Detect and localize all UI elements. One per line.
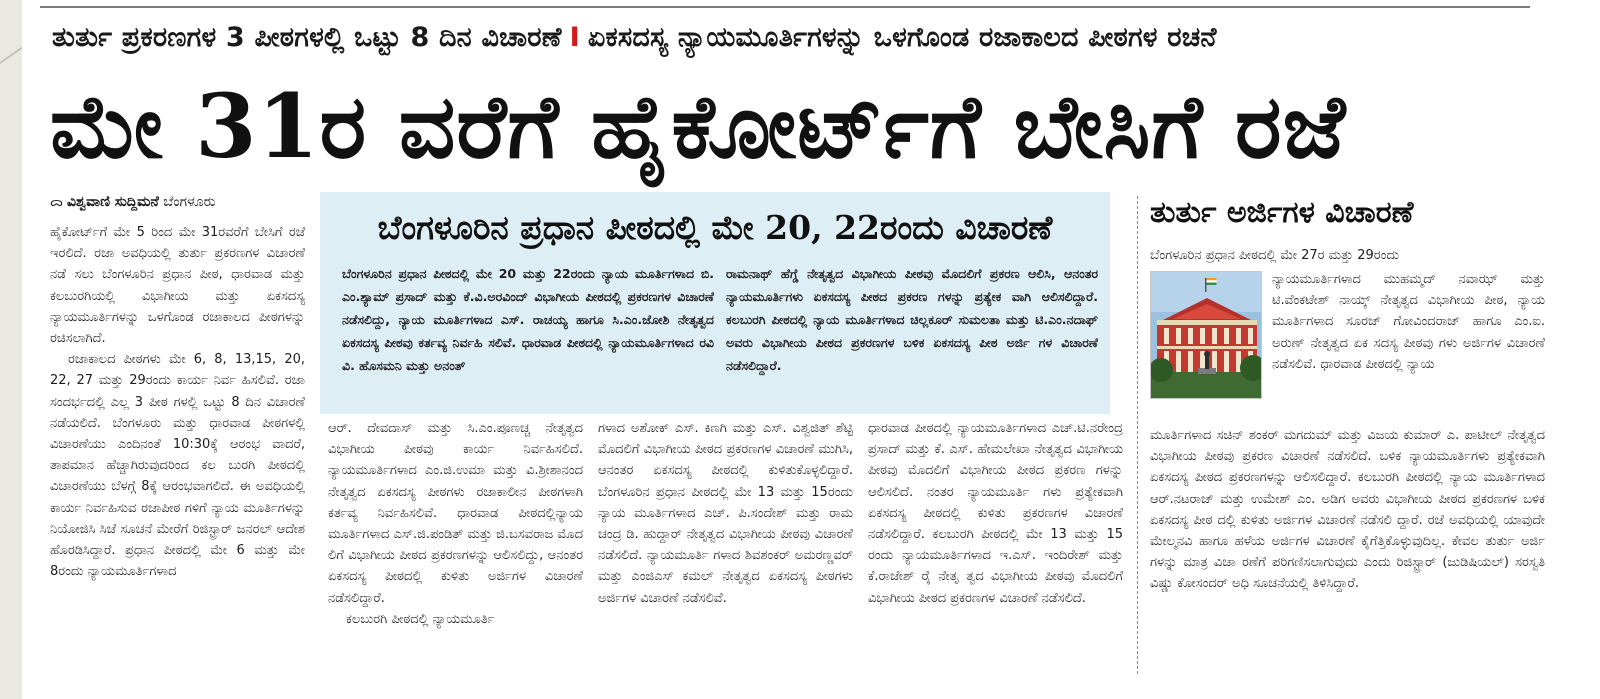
col2-paragraph-2: ಕಲಬುರಗಿ ಪೀಠದಲ್ಲಿ ನ್ಯಾಯಮೂರ್ತಿ	[346, 611, 495, 627]
highlight-box-text-right: ರಾಮನಾಥ್ ಹೆಗ್ಡೆ ನೇತೃತ್ವದ ವಿಭಾಗೀಯ ಪೀಠವು ಮೊದಲಿಗೆ ಪ್ರಕರಣ ಆಲಿಸಿ, ಆನಂತರ ನ್ಯಾಯಮೂರ್ತಿಗಳು ಏಕಸದಸ್ಯ ಪೀಠದ ಪ್ರಕರಣ ಗಳನ್ನು ಪ್ರತ್ಯೇಕ ವಾಗಿ ಆಲಿಸಲಿದ್ದಾರೆ. ಕಲಬುರಗಿ ಪೀಠದಲ್ಲಿ ನ್ಯಾಯ ಮೂರ್ತಿಗಳಾದ ಚಿಲ್ಲಕೂರ್ ಸುಮಲತಾ ಮತ್ತು ಟಿ.ಎಂ.ನದಾಫ್ ಅವರು ವಿಭಾಗೀಯ ಪೀಠದ ಪ್ರಕರಣಗಳ ಬಳಿಕ ಏಕಸದಸ್ಯ ಪೀಠ ಅರ್ಜಿ ಗಳ ವಿಚಾರಣೆ ನಡೆಸಲಿದ್ದಾರೆ.	[726, 266, 1098, 373]
col2-paragraph-1: ಆರ್. ದೇವದಾಸ್ ಮತ್ತು ಸಿ.ಎಂ.ಪೂಣಚ್ಚ ನೇತೃತ್ವದ ವಿಭಾಗೀಯ ಪೀಠವು ಕಾರ್ಯ ನಿರ್ವಹಿಸಲಿದೆ. ನ್ಯಾಯಮೂರ್ತಿಗಳಾದ ಎಂ.ಜಿ.ಉಮಾ ಮತ್ತು ವಿ.ಶ್ರೀಶಾನಂದ ನೇತೃತ್ವದ ಏಕಸದಸ್ಯ ಪೀಠಗಳು ರಜಾಕಾಲೀನ ಪೀಠಗಳಾಗಿ ಕರ್ತವ್ಯ ನಿರ್ವಹಿಸಲಿವೆ. ಧಾರವಾಡ ಪೀಠದಲ್ಲಿನ್ಯಾಯ ಮೂರ್ತಿಗಳಾದ ಎಸ್.ಜಿ.ಪಂಡಿತ್ ಮತ್ತು ಜಿ.ಬಸವರಾಜ ಮೊದ ಲಿಗೆ ವಿಭಾಗೀಯ ಪೀಠದ ಪ್ರಕರಣಗಳನ್ನು ಆಲಿಸಲಿದ್ದು, ಆನಂತರ ಏಕಸದಸ್ಯ ಪೀಠದಲ್ಲಿ ಕುಳಿತು ಅರ್ಜಿಗಳ ವಿಚಾರಣೆ ನಡೆಸಲಿದ್ದಾರೆ.	[328, 421, 583, 606]
col1-paragraph-2: ರಜಾಕಾಲದ ಪೀಠಗಳು ಮೇ 6, 8, 13,15, 20, 22, 27 ಮತ್ತು 29ರಂದು ಕಾರ್ಯ ನಿರ್ವ ಹಿಸಲಿವೆ. ರಜಾ ಸಂದರ್ಭದಲ್ಲಿ ಎಲ್ಲ 3 ಪೀಠ ಗಳಲ್ಲಿ ಒಟ್ಟು 8 ದಿನ ವಿಚಾರಣೆ ನಡೆಯಲಿದೆ. ಬೆಂಗಳೂರು ಮತ್ತು ಧಾರವಾಡ ಪೀಠಗಳಲ್ಲಿ ವಿಚಾರಣೆಯು ಎಂದಿನಂತೆ 10:30ಕ್ಕೆ ಆರಂಭ ವಾದರೆ, ತಾಪಮಾನ ಹೆಚ್ಚಾಗಿರುವುದರಿಂದ ಕಲ ಬುರಗಿ ಪೀಠದಲ್ಲಿ ವಿಚಾರಣೆಯು ಬೆಳಗ್ಗೆ 8ಕ್ಕೆ ಆರಂಭವಾಗಲಿದೆ. ಈ ಅವಧಿಯಲ್ಲಿ ಕಾರ್ಯ ನಿರ್ವಹಿಸುವ ರಜಾಪೀಠ ಗಳಿಗೆ ನ್ಯಾಯ ಮೂರ್ತಿಗಳನ್ನು ನಿಯೋಜಿಸಿ ಸಿಜೆ ಸೂಚನೆ ಮೇರೆಗೆ ರಿಜಿಸ್ಟ್ರಾರ್ ಜನರಲ್ ಆದೇಶ ಹೊರಡಿಸಿದ್ದಾರೆ. ಪ್ರಧಾನ ಪೀಠದಲ್ಲಿ ಮೇ 6 ಮತ್ತು ಮೇ 8ರಂದು ನ್ಯಾಯಮೂರ್ತಿಗಳಾದ	[50, 352, 305, 580]
side-story-body: ಮೂರ್ತಿಗಳಾದ ಸಚಿನ್ ಶಂಕರ್ ಮಗದುಮ್ ಮತ್ತು ವಿಜಯ ಕುಮಾರ್ ಎ. ಪಾಟೀಲ್ ನೇತೃತ್ವದ ವಿಭಾಗೀಯ ಪೀಠವು ಪ್ರಕರಣ ವಿಚಾರಣೆ ನಡೆಸಲಿದೆ. ಬಳಿಕ ನ್ಯಾಯಮೂರ್ತಿಗಳು ಪ್ರತ್ಯೇಕವಾಗಿ ಏಕಸದಸ್ಯ ಪೀಠದ ಪ್ರಕರಣಗಳನ್ನು ಆಲಿಸಲಿದ್ದಾರೆ. ಕಲಬುರಗಿ ಪೀಠದಲ್ಲಿ ನ್ಯಾಯ ಮೂರ್ತಿಗಳಾದ ಆರ್.ನಟರಾಜ್ ಮತ್ತು ಉಮೇಶ್ ಎಂ. ಅಡಿಗ ಅವರು ವಿಭಾಗೀಯ ಪೀಠದ ಪ್ರಕರಣಗಳ ಬಳಿಕ ಏಕಸದಸ್ಯ ಪೀಠ ದಲ್ಲಿ ಕುಳಿತು ಅರ್ಜಿಗಳ ವಿಚಾರಣೆ ನಡೆಸಲಿ ದ್ದಾರೆ. ರಜೆ ಅವಧಿಯಲ್ಲಿ ಯಾವುದೇ ಮೇಲ್ಮನವಿ ಹಾಗೂ ಹಳೆಯ ಅರ್ಜಿಗಳ ವಿಚಾರಣೆ ಕೈಗೆತ್ತಿಕೊಳ್ಳುವುದಿಲ್ಲ. ಕೇವಲ ತುರ್ತು ಅರ್ಜಿ ಗಳನ್ನು ಮಾತ್ರ ವಿಚಾ ರಣೆಗೆ ಪರಿಗಣಿಸಲಾಗುವುದು ಎಂದು ರಿಜಿಸ್ಟ್ರಾರ್ (ಜುಡಿಷಿಯಲ್) ಸರಸ್ವತಿ ವಿಷ್ಣು ಕೋಸಂದರ್ ಅಧಿ ಸೂಚನೆಯಲ್ಲಿ ತಿಳಿಸಿದ್ದಾರೆ.	[1150, 428, 1545, 592]
highlight-box-title: ಬೆಂಗಳೂರಿನ ಪ್ರಧಾನ ಪೀಠದಲ್ಲಿ ಮೇ 20, 22ರಂದು ವಿಚಾರಣೆ	[377, 208, 1053, 247]
page-edge-strip	[0, 0, 22, 699]
byline-logo-icon: ᯅ	[50, 195, 63, 209]
col1-paragraph-1: ಹೈಕೋರ್ಟ್‌ಗೆ ಮೇ 5 ರಿಂದ ಮೇ 31ರವರೆಗೆ ಬೇಸಿಗೆ ರಜೆ ಇರಲಿದೆ. ರಜಾ ಅವಧಿಯಲ್ಲಿ ತುರ್ತು ಪ್ರಕರಣಗಳ ವಿಚಾರಣೆ ನಡೆ ಸಲು ಬೆಂಗಳೂರಿನ ಪ್ರಧಾನ ಪೀಠ, ಧಾರವಾಡ ಮತ್ತು ಕಲಬುರಗಿಯಲ್ಲಿ ವಿಭಾಗೀಯ ಮತ್ತು ಏಕಸದಸ್ಯ ನ್ಯಾಯಮೂರ್ತಿಗಳನ್ನು ಒಳಗೊಂಡ ರಜಾಕಾಲದ ಪೀಠಗಳನ್ನು ರಚಿಸಲಾಗಿದೆ.	[50, 225, 305, 347]
article-column-3	[598, 418, 853, 693]
top-rule	[40, 6, 1530, 8]
col4-paragraph-1: ಧಾರವಾಡ ಪೀಠದಲ್ಲಿ ನ್ಯಾಯಮೂರ್ತಿಗಳಾದ ಎಚ್.ಟಿ.ನರೇಂದ್ರ ಪ್ರಸಾದ್ ಮತ್ತು ಕೆ. ಎಸ್. ಹೇಮಲೇಖಾ ನೇತೃತ್ವದ ವಿಭಾಗೀಯ ಪೀಠವು ಮೊದಲಿಗೆ ವಿಭಾಗೀಯ ಪೀಠದ ಪ್ರಕರಣ ಗಳನ್ನು ಆಲಿಸಲಿದೆ. ನಂತರ ನ್ಯಾಯಮೂರ್ತಿ ಗಳು ಪ್ರತ್ಯೇಕವಾಗಿ ಏಕಸದಸ್ಯ ಪೀಠದಲ್ಲಿ ಕುಳಿತು ಪ್ರಕರಣಗಳ ವಿಚಾರಣೆ ನಡೆಸಲಿದ್ದಾರೆ. ಕಲಬುರಗಿ ಪೀಠದಲ್ಲಿ ಮೇ 13 ಮತ್ತು 15 ರಂದು ನ್ಯಾಯಮೂರ್ತಿಗಳಾದ ಇ.ಎಸ್. ಇಂದಿರೇಶ್ ಮತ್ತು ಕೆ.ರಾಜೇಶ್ ರೈ ನೇತೃ ತ್ವದ ವಿಭಾಗೀಯ ಪೀಠವು ಮೊದಲಿಗೆ ವಿಭಾಗೀಯ ಪೀಠದ ಪ್ರಕರಣಗಳ ವಿಚಾರಣೆ ನಡೆಸಲಿದೆ.	[868, 421, 1123, 606]
kicker	[52, 22, 1542, 58]
side-story-intro: ಬೆಂಗಳೂರಿನ ಪ್ರಧಾನ ಪೀಠದಲ್ಲಿ ಮೇ 27ರ ಮತ್ತು 29ರಂದು	[1150, 248, 1399, 263]
side-story-wrap-text: ನ್ಯಾಯಮೂರ್ತಿಗಳಾದ ಮುಹಮ್ಮದ್ ನವಾಝ್ ಮತ್ತು ಟಿ.ವೆಂಕಟೇಶ್ ನಾಯ್ಕ್ ನೇತೃತ್ವದ ವಿಭಾಗೀಯ ಪೀಠ, ನ್ಯಾಯ ಮೂರ್ತಿಗಳಾದ ಸೂರಜ್ ಗೋವಿಂದರಾಜ್ ಹಾಗೂ ಎಂ.ಐ. ಅರುಣ್ ನೇತೃತ್ವದ ಏಕ ಸದಸ್ಯ ಪೀಠವು ಗಳು ಅರ್ಜಿಗಳ ವಿಚಾರಣೆ ನಡೆಸಲಿವೆ. ಧಾರವಾಡ ಪೀಠದಲ್ಲಿ ನ್ಯಾಯ	[1272, 272, 1545, 372]
kicker-right: ಏಕಸದಸ್ಯ ನ್ಯಾಯಮೂರ್ತಿಗಳನ್ನು ಒಳಗೊಂಡ ರಜಾಕಾಲದ ಪೀಠಗಳ ರಚನೆ	[587, 22, 1217, 53]
high-court-photo	[1150, 271, 1262, 399]
highlight-box-text-left: ಬೆಂಗಳೂರಿನ ಪ್ರಧಾನ ಪೀಠದಲ್ಲಿ ಮೇ 20 ಮತ್ತು 22ರಂದು ನ್ಯಾಯ ಮೂರ್ತಿಗಳಾದ ಬಿ. ಎಂ.ಶ್ಯಾಮ್ ಪ್ರಸಾದ್ ಮತ್ತು ಕೆ.ವಿ.ಅರವಿಂದ್ ವಿಭಾಗೀಯ ಪೀಠದಲ್ಲಿ ಪ್ರಕರಣಗಳ ವಿಚಾರಣೆ ನಡೆಸಲಿದ್ದು, ನ್ಯಾಯ ಮೂರ್ತಿಗಳಾದ ಎಸ್. ರಾಚಯ್ಯ ಹಾಗೂ ಸಿ.ಎಂ.ಜೋಶಿ ನೇತೃತ್ವದ ಏಕಸದಸ್ಯ ಪೀಠವು ಕರ್ತವ್ಯ ನಿರ್ವಹಿ ಸಲಿವೆ. ಧಾರವಾಡ ಪೀಠದಲ್ಲಿ ನ್ಯಾಯಮೂರ್ತಿಗಳಾದ ರವಿ ವಿ. ಹೊಸಮನಿ ಮತ್ತು ಅನಂತ್	[342, 266, 714, 373]
kicker-separator: I	[569, 22, 580, 53]
byline-source: ವಿಶ್ವವಾಣಿ ಸುದ್ದಿಮನೆ	[66, 194, 159, 210]
article-column-1	[50, 222, 305, 692]
col3-paragraph-1: ಗಳಾದ ಅಶೋಕ್ ಎಸ್. ಕಿಣಗಿ ಮತ್ತು ಎಸ್. ವಿಶ್ವಜಿತ್ ಶೆಟ್ಟಿ ಮೊದಲಿಗೆ ವಿಭಾಗೀಯ ಪೀಠದ ಪ್ರಕರಣಗಳ ವಿಚಾರಣೆ ಮುಗಿಸಿ, ಆನಂತರ ಏಕಸದಸ್ಯ ಪೀಠದಲ್ಲಿ ಕುಳಿತುಕೊಳ್ಳಲಿದ್ದಾರೆ. ಬೆಂಗಳೂರಿನ ಪ್ರಧಾನ ಪೀಠದಲ್ಲಿ ಮೇ 13 ಮತ್ತು 15ರಂದು ನ್ಯಾಯ ಮೂರ್ತಿಗಳಾದ ಎಚ್. ಪಿ.ಸಂದೇಶ್ ಮತ್ತು ರಾಮ ಚಂದ್ರ ಡಿ. ಹುದ್ದಾರ್ ನೇತೃತ್ವದ ವಿಭಾಗೀಯ ಪೀಠವು ವಿಚಾರಣೆ ನಡೆಸಲಿದೆ. ನ್ಯಾಯಮೂರ್ತಿ ಗಳಾದ ಶಿವಶಂಕರ್ ಅಮರಣ್ಣವರ್ ಮತ್ತು ಎಂಜಿಎಸ್ ಕಮಲ್ ನೇತೃತ್ವದ ಏಕಸದಸ್ಯ ಪೀಠಗಳು ಅರ್ಜಿಗಳ ವಿಚಾರಣೆ ನಡೆಸಲಿವೆ.	[598, 421, 853, 606]
highlight-box	[320, 192, 1110, 414]
high-court-building-icon	[1151, 272, 1262, 399]
column-divider	[1137, 196, 1138, 674]
page-fold-mark	[0, 47, 22, 102]
byline-place: ಬೆಂಗಳೂರು	[163, 194, 216, 210]
byline	[50, 193, 320, 215]
headline: ಮೇ 31ರ ವರೆಗೆ ಹೈಕೋರ್ಟ್‌ಗೆ ಬೇಸಿಗೆ ರಜೆ	[50, 74, 1347, 178]
article-column-4	[868, 418, 1123, 693]
article-column-2	[328, 418, 583, 693]
kicker-left: ತುರ್ತು ಪ್ರಕರಣಗಳ 3 ಪೀಠಗಳಲ್ಲಿ ಒಟ್ಟು 8 ದಿನ ವಿಚಾರಣೆ	[52, 22, 562, 53]
side-story-title: ತುರ್ತು ಅರ್ಜಿಗಳ ವಿಚಾರಣೆ	[1150, 195, 1414, 230]
